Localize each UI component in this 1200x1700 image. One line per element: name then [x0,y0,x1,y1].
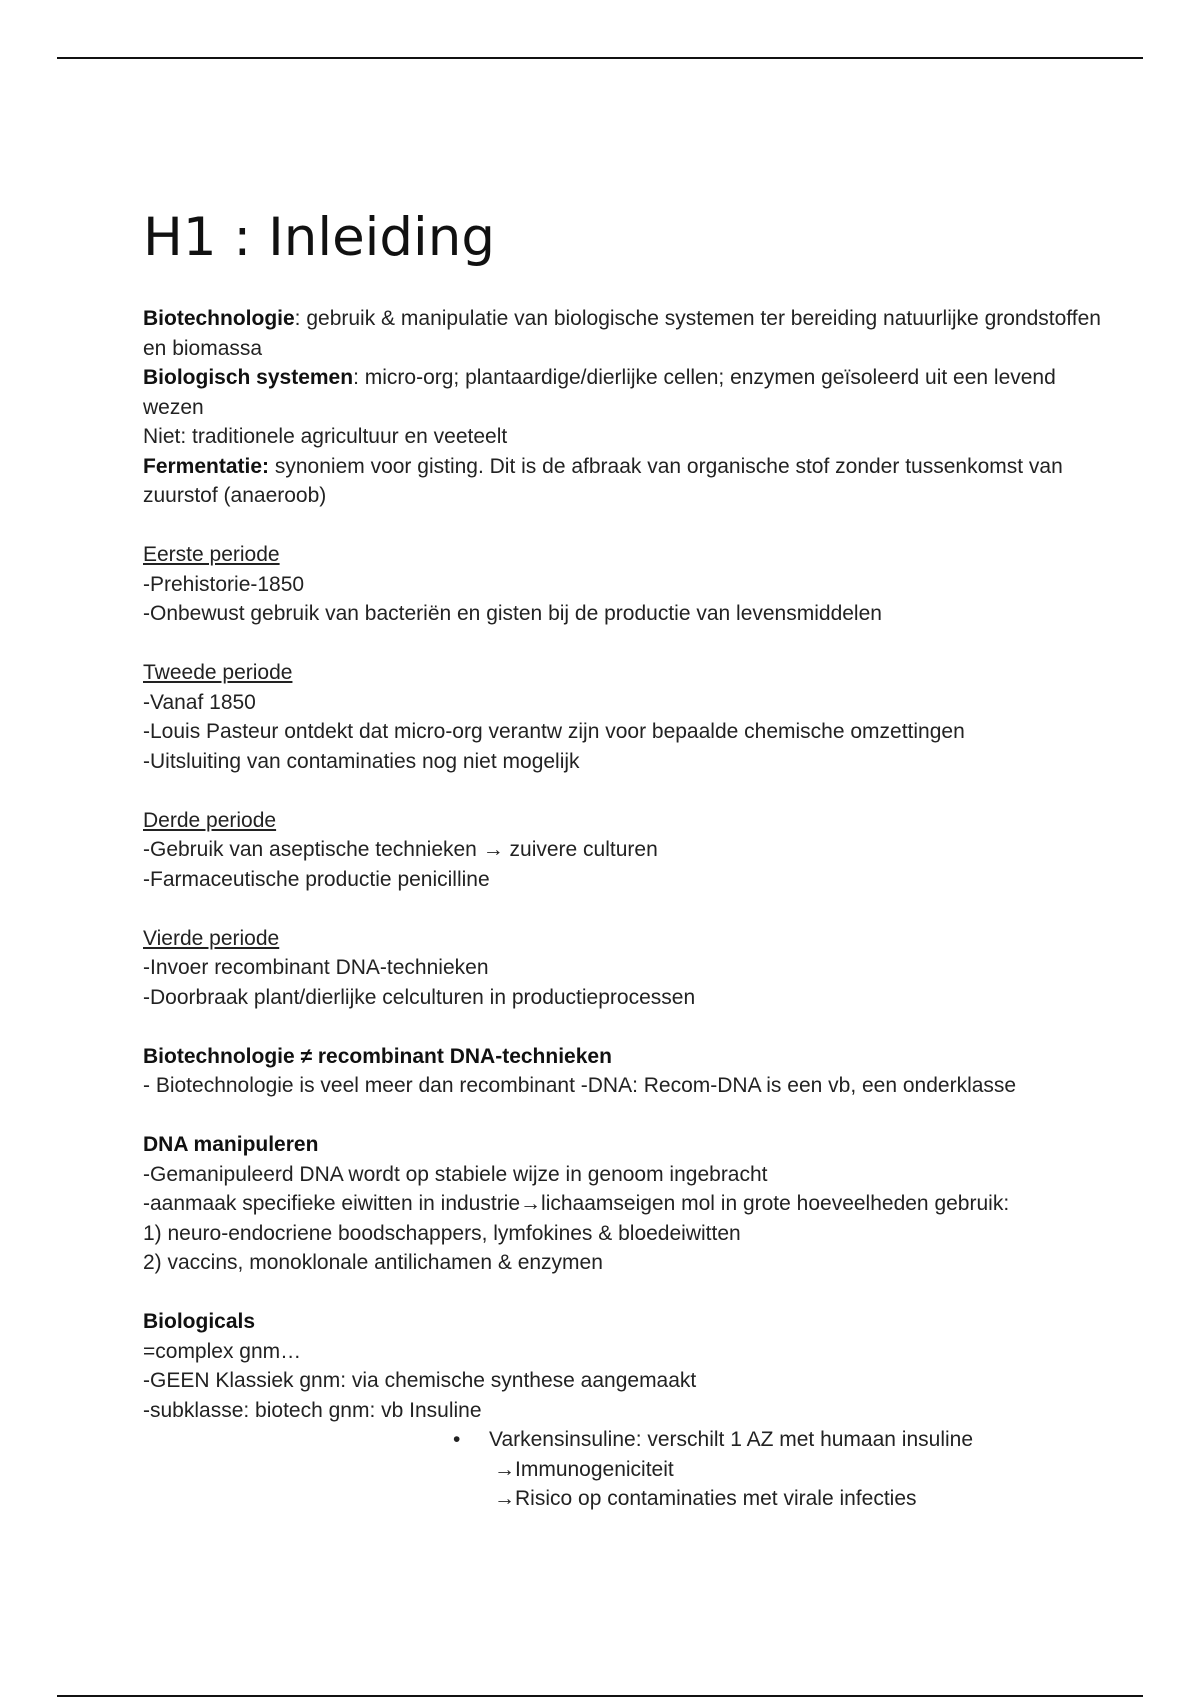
section-heading [143,1130,1103,1160]
definition-text: synoniem voor gisting. Dit is de afbraak van organische stof zonder tussenkomst van zuurstof (anaeroob) [143,454,1063,507]
section-biologicals [143,1307,1103,1514]
term: Biologisch systemen [143,366,354,389]
section-heading [143,1042,1103,1072]
period-heading-text: Vierde periode [143,926,280,950]
bullet-text: Varkensinsuline: verschilt 1 AZ met humaan insuline [489,1428,974,1451]
period-heading-text: Eerste periode [143,543,280,566]
period-4 [143,924,1103,1013]
footer-rule [57,1695,1143,1697]
definition-biotechnologie [143,304,1103,363]
section-line: - Biotechnologie is veel meer dan recombinant -DNA: Recom-DNA is een vb, een onderklasse [143,1074,1017,1097]
bullet-icon: • [453,1428,461,1451]
definition-niet: Niet: traditionele agricultuur en veeteelt [143,425,508,448]
period-line: -Uitsluiting van contaminaties nog niet mogelijk [143,749,580,773]
term-separator: : [353,366,359,389]
definition-text: micro-org; plantaardige/dierlijke cellen; enzymen geïsoleerd uit een levend wezen [143,366,1056,419]
period-heading-text: Tweede periode [143,661,293,684]
sub-line: →Risico op contaminaties met virale infecties [494,1487,917,1510]
term: Fermentatie: [143,454,270,478]
section-line: -GEEN Klassiek gnm: via chemische synthese aangemaakt [143,1369,697,1392]
section-heading-text: Biologicals [143,1310,256,1333]
section-line: =complex gnm… [143,1339,302,1363]
period-line: -Vanaf 1850 [143,690,256,714]
term-separator: : [294,307,301,330]
period-line: -Gebruik van aseptische technieken → zuivere culturen [143,838,658,861]
period-line: -Prehistorie-1850 [143,572,305,596]
period-heading [143,540,1103,570]
definition-biologisch-systemen [143,363,1103,422]
section-dna-manipuleren [143,1130,1103,1278]
section-heading-text: Biotechnologie ≠ recombinant DNA-technieken [143,1044,612,1068]
period-line: -Farmaceutische productie penicilline [143,867,490,891]
section-line: 1) neuro-endocriene boodschappers, lymfokines & bloedeiwitten [143,1221,741,1245]
page-title: H1 : Inleiding [143,207,496,268]
period-2 [143,658,1103,776]
definitions [143,304,1103,511]
period-heading [143,658,1103,688]
period-3 [143,806,1103,895]
sub-line: →Immunogeniciteit [494,1457,674,1481]
section-heading [143,1307,1103,1337]
period-1 [143,540,1103,629]
term: Biotechnologie [143,307,295,330]
section-line: -subklasse: biotech gnm: vb Insuline [143,1398,482,1422]
period-line: -Invoer recombinant DNA-technieken [143,956,489,979]
page-content [143,206,1103,1514]
section-heading-text: DNA manipuleren [143,1133,319,1156]
bullet-item [143,1425,1103,1455]
header-rule [57,57,1143,59]
section-line: -Gemanipuleerd DNA wordt op stabiele wijze in genoom ingebracht [143,1162,768,1186]
definition-fermentatie [143,452,1103,511]
period-heading [143,924,1103,954]
period-heading [143,806,1103,836]
period-line: -Louis Pasteur ontdekt dat micro-org verantw zijn voor bepaalde chemische omzettingen [143,720,965,743]
section-line: -aanmaak specifieke eiwitten in industrie→lichaamseigen mol in grote hoeveelheden gebruik: [143,1192,1010,1215]
period-line: -Doorbraak plant/dierlijke celculturen in productieprocessen [143,985,696,1009]
section-line: 2) vaccins, monoklonale antilichamen & enzymen [143,1251,603,1274]
section-recombinant [143,1042,1103,1101]
period-line: -Onbewust gebruik van bacteriën en gisten bij de productie van levensmiddelen [143,602,882,625]
definition-text: gebruik & manipulatie van biologische systemen ter bereiding natuurlijke grondstoffen en biomassa [143,307,1101,360]
period-heading-text: Derde periode [143,808,277,832]
